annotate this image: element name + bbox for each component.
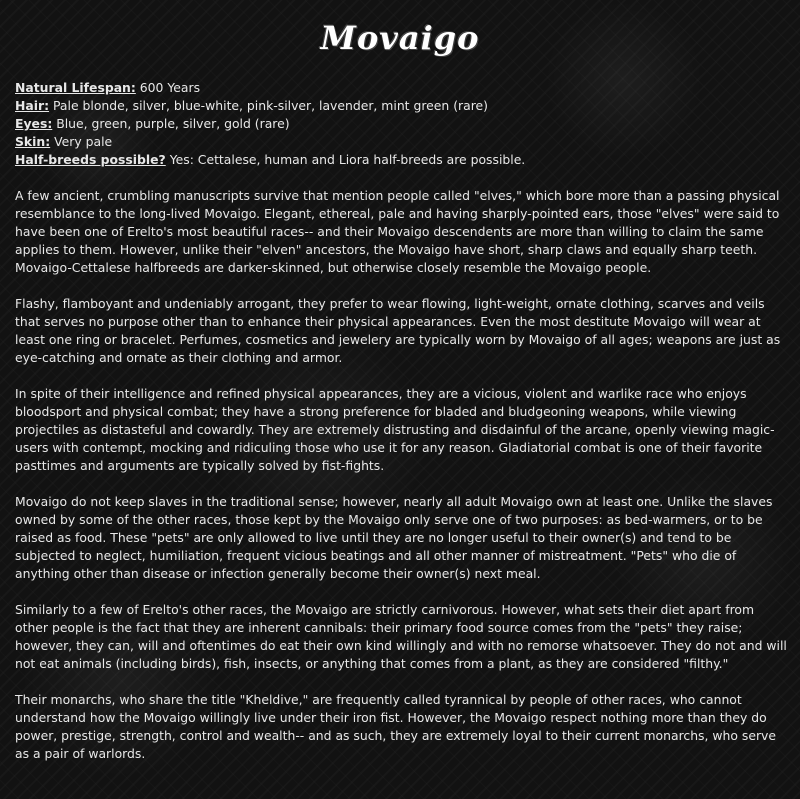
field-hair <box>15 97 787 115</box>
race-description <box>15 79 787 763</box>
field-label: Skin: <box>15 134 51 149</box>
field-half-breeds <box>15 151 787 169</box>
page-title: Movaigo <box>320 19 480 57</box>
field-natural-lifespan <box>15 79 787 97</box>
paragraph-clothing: Flashy, flamboyant and undeniably arrogant, they prefer to wear flowing, light-weight, ornate clothing, scarves and veils that serves no purpose other than to enhance their physical appearances. Even the most destitute Movaigo will wear at least one ring or bracelet. Perfumes, cosmetics and jewelery are typically worn by Movaigo of all ages; weapons are just as eye-catching and ornate as their clothing and armor. <box>15 296 781 365</box>
field-label: Half-breeds possible? <box>15 152 166 167</box>
field-value: 600 Years <box>139 80 201 95</box>
field-label: Natural Lifespan: <box>15 80 136 95</box>
paragraph-appearance: A few ancient, crumbling manuscripts survive that mention people called "elves," which bore more than a passing physical resemblance to the long-lived Movaigo. Elegant, ethereal, pale and having sharply-pointed ears, those "elves" were said to have been one of Erelto's most beautiful races-- and their Movaigo descendents are more than willing to claim the same applies to them. However, unlike their "elven" ancestors, the Movaigo have short, sharp claws and equally sharp teeth. Movaigo-Cettalese halfbreeds are darker-skinned, but otherwise closely resemble the Movaigo people. <box>15 188 780 275</box>
field-value: Blue, green, purple, silver, gold (rare) <box>56 116 290 131</box>
field-eyes <box>15 115 787 133</box>
field-value: Very pale <box>54 134 113 149</box>
field-value: Pale blonde, silver, blue-white, pink-silver, lavender, mint green (rare) <box>53 98 488 113</box>
paragraph-diet: Similarly to a few of Erelto's other races, the Movaigo are strictly carnivorous. However, what sets their diet apart from other people is the fact that they are inherent cannibals: their primary food source comes from the "pets" they raise; however, they can, will and oftentimes do eat their own kind willingly and with no remorse whatsoever. They do not and will not eat animals (including birds), fish, insects, or anything that comes from a plant, as they are considered "filthy." <box>15 602 787 671</box>
paragraph-monarchs: Their monarchs, who share the title "Kheldive," are frequently called tyrannical by people of other races, who cannot understand how the Movaigo willingly live under their iron fist. However, the Movaigo respect nothing more than they do power, prestige, strength, control and wealth-- and as such, they are extremely loyal to their current monarchs, who serve as a pair of warlords. <box>15 692 777 761</box>
paragraph-temperament: In spite of their intelligence and refined physical appearances, they are a vicious, violent and warlike race who enjoys bloodsport and physical combat; they have a strong preference for bladed and bludgeoning weapons, while viewing projectiles as distasteful and cowardly. They are extremely distrusting and disdainful of the arcane, openly viewing magic-users with contempt, mocking and ridiculing those who use it for any reason. Gladiatorial combat is one of their favorite pasttimes and arguments are typically solved by fist-fights. <box>15 386 775 473</box>
field-value: Yes: Cettalese, human and Liora half-breeds are possible. <box>169 152 526 167</box>
field-skin <box>15 133 787 151</box>
field-label: Eyes: <box>15 116 53 131</box>
paragraph-slaves: Movaigo do not keep slaves in the traditional sense; however, nearly all adult Movaigo own at least one. Unlike the slaves owned by some of the other races, those kept by the Movaigo only serve one of two purposes: as bed-warmers, or to be raised as food. These "pets" are only allowed to live until they are no longer useful to their owner(s) and tend to be subjected to neglect, humiliation, frequent vicious beatings and all other manner of mistreatment. "Pets" who die of anything other than disease or infection generally become their owner(s) next meal. <box>15 494 773 581</box>
field-label: Hair: <box>15 98 50 113</box>
